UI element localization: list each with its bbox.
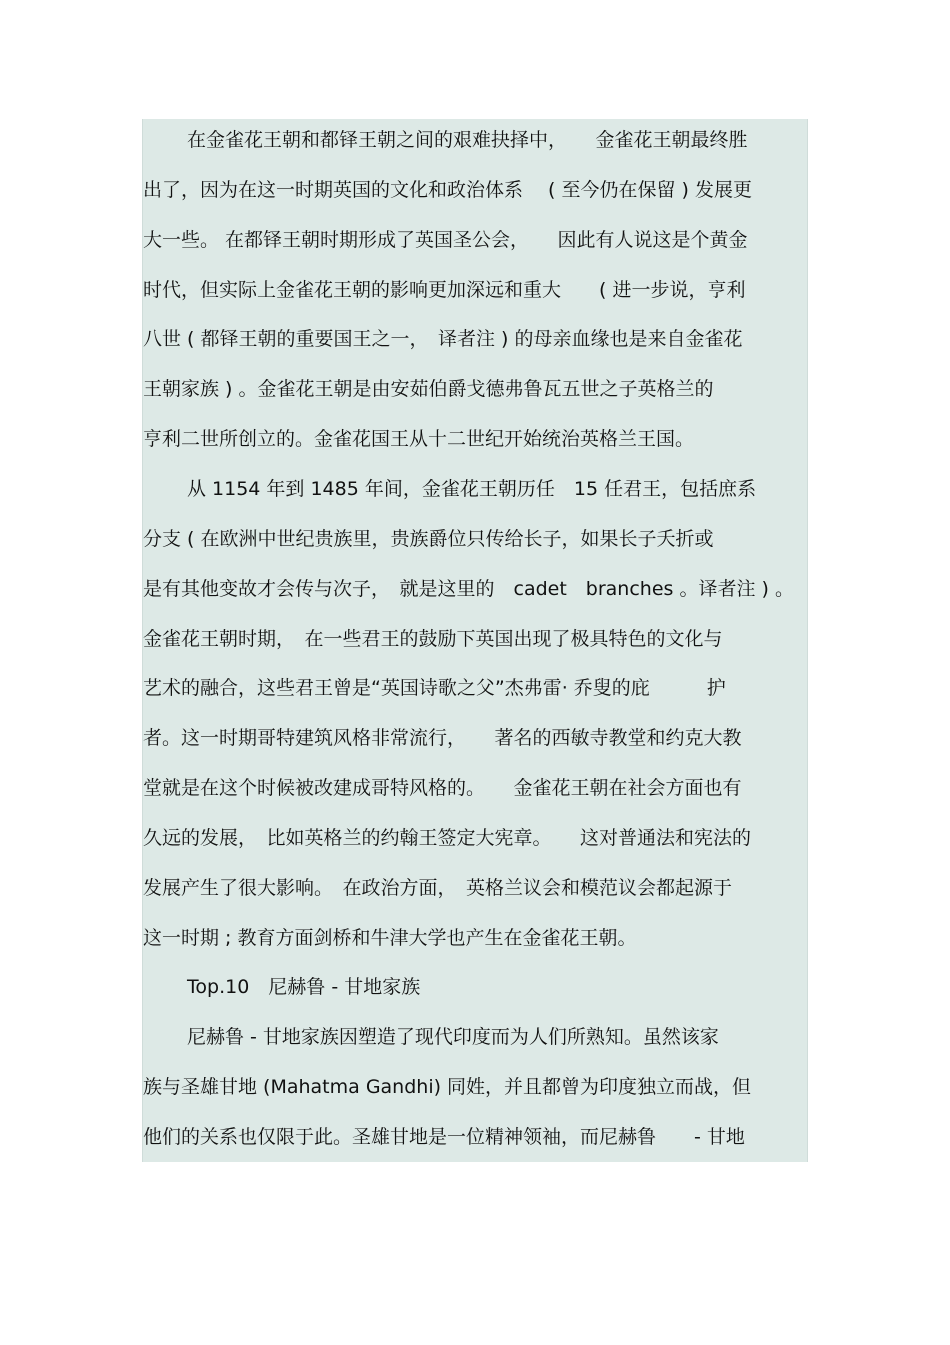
text-line: 是有其他变故才会传与次子， 就是这里的 cadet branches 。译者注 ) 。 <box>143 577 794 600</box>
text-line: 大一些。 在都铎王朝时期形成了英国圣公会， 因此有人说这是个黄金 <box>143 228 748 251</box>
text-line: Top.10 尼赫鲁 - 甘地家族 <box>187 976 421 999</box>
text-line: 久远的发展， 比如英格兰的约翰王签定大宪章。 这对普通法和宪法的 <box>143 826 752 849</box>
text-line: 堂就是在这个时候被改建成哥特风格的。 金雀花王朝在社会方面也有 <box>143 777 742 800</box>
text-line: 从 1154 年到 1485 年间，金雀花王朝历任 15 任君王，包括庶系 <box>187 477 757 500</box>
text-line: 艺术的融合，这些君王曾是“英国诗歌之父”杰弗雷· 乔叟的庇 护 <box>143 677 726 700</box>
text-line: 发展产生了很大影响。 在政治方面， 英格兰议会和模范议会都起源于 <box>143 876 733 899</box>
text-line: 者。这一时期哥特建筑风格非常流行， 著名的西敏寺教堂和约克大教 <box>143 727 742 750</box>
text-line: 他们的关系也仅限于此。圣雄甘地是一位精神领袖，而尼赫鲁 - 甘地 <box>143 1126 745 1148</box>
text-line: 在金雀花王朝和都铎王朝之间的艰难抉择中， 金雀花王朝最终胜 <box>187 129 748 151</box>
text-line: 时代，但实际上金雀花王朝的影响更加深远和重大 ( 进一步说，亨利 <box>143 278 746 301</box>
text-line: 八世 ( 都铎王朝的重要国王之一， 译者注 ) 的母亲血缘也是来自金雀花 <box>143 328 743 351</box>
text-line: 王朝家族 ) 。金雀花王朝是由安茹伯爵戈德弗鲁瓦五世之子英格兰的 <box>143 378 714 401</box>
text-block <box>142 119 808 1162</box>
text-line: 分支 ( 在欧洲中世纪贵族里，贵族爵位只传给长子，如果长子夭折或 <box>143 527 714 550</box>
text-line: 族与圣雄甘地 (Mahatma Gandhi) 同姓，并且都曾为印度独立而战，但 <box>143 1076 752 1099</box>
text-line: 亨利二世所创立的。金雀花国王从十二世纪开始统治英格兰王国。 <box>143 428 695 451</box>
text-line: 这一时期 ; 教育方面剑桥和牛津大学也产生在金雀花王朝。 <box>143 926 637 949</box>
text-line: 尼赫鲁 - 甘地家族因塑造了现代印度而为人们所熟知。虽然该家 <box>187 1026 719 1049</box>
text-line: 金雀花王朝时期， 在一些君王的鼓励下英国出现了极具特色的文化与 <box>143 627 723 650</box>
text-line: 出了，因为在这一时期英国的文化和政治体系 ( 至今仍在保留 ) 发展更 <box>143 178 752 201</box>
